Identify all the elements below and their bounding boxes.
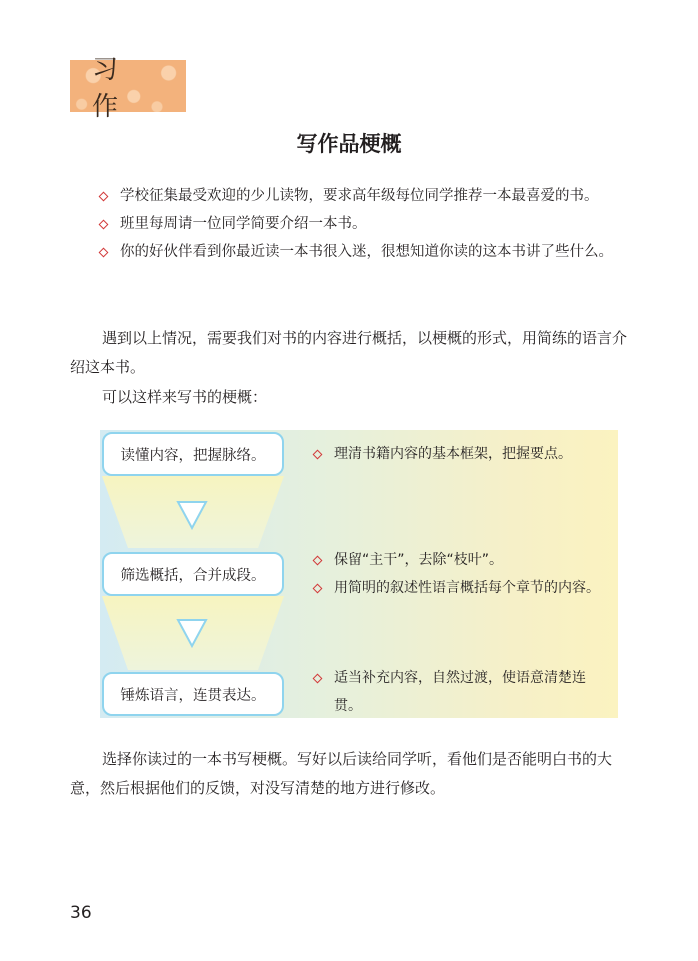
method-line: 可以这样来写书的梗概： [102,388,268,406]
diamond-bullet-icon [313,556,323,566]
list-item [98,210,628,238]
flow-step-box [102,432,284,476]
flow-step-box [102,552,284,596]
flow-step-details [312,440,612,468]
page-title: 写作品梗概 [296,132,402,156]
summary-flowchart [100,430,618,718]
detail-text: 保留“主干”，去除“枝叶”。 [334,552,504,568]
list-item [312,574,612,602]
diamond-bullet-icon [313,450,323,460]
list-item [312,440,612,468]
intro-paragraph: 遇到以上情况，需要我们对书的内容进行概括，以梗概的形式，用简练的语言介绍这本书。 [70,329,628,376]
flow-step-label: 筛选概括，合并成段。 [120,567,266,584]
detail-text: 理清书籍内容的基本框架，把握要点。 [334,446,572,462]
closing-paragraph: 选择你读过的一本书写梗概。写好以后读给同学听，看他们是否能明白书的大意，然后根据他们的反馈，对没写清楚的地方进行修改。 [70,750,613,797]
list-item-text: 你的好伙伴看到你最近读一本书很入迷，很想知道你读的这本书讲了些什么。 [120,244,613,260]
flow-step-details [312,664,612,720]
situation-list [98,182,628,266]
list-item [312,546,612,574]
list-item [98,238,628,266]
detail-text: 适当补充内容，自然过渡，使语意清楚连贯。 [334,670,586,714]
flow-step-label: 锤炼语言，连贯表达。 [120,687,266,704]
list-item [98,182,628,210]
section-header-badge [70,55,186,122]
list-item-text: 班里每周请一位同学简要介绍一本书。 [120,216,367,232]
diamond-bullet-icon [99,248,109,258]
diamond-bullet-icon [99,192,109,202]
list-item [312,664,612,720]
list-item-text: 学校征集最受欢迎的少儿读物，要求高年级每位同学推荐一本最喜爱的书。 [120,188,599,204]
flow-step-label: 读懂内容，把握脉络。 [120,447,266,464]
diamond-bullet-icon [313,674,323,684]
page-number: 36 [70,903,92,923]
section-header-label: 习作 [92,55,141,122]
flow-step-box [102,672,284,716]
detail-text: 用简明的叙述性语言概括每个章节的内容。 [334,580,600,596]
diamond-bullet-icon [313,584,323,594]
flow-step-details [312,546,612,602]
diamond-bullet-icon [99,220,109,230]
